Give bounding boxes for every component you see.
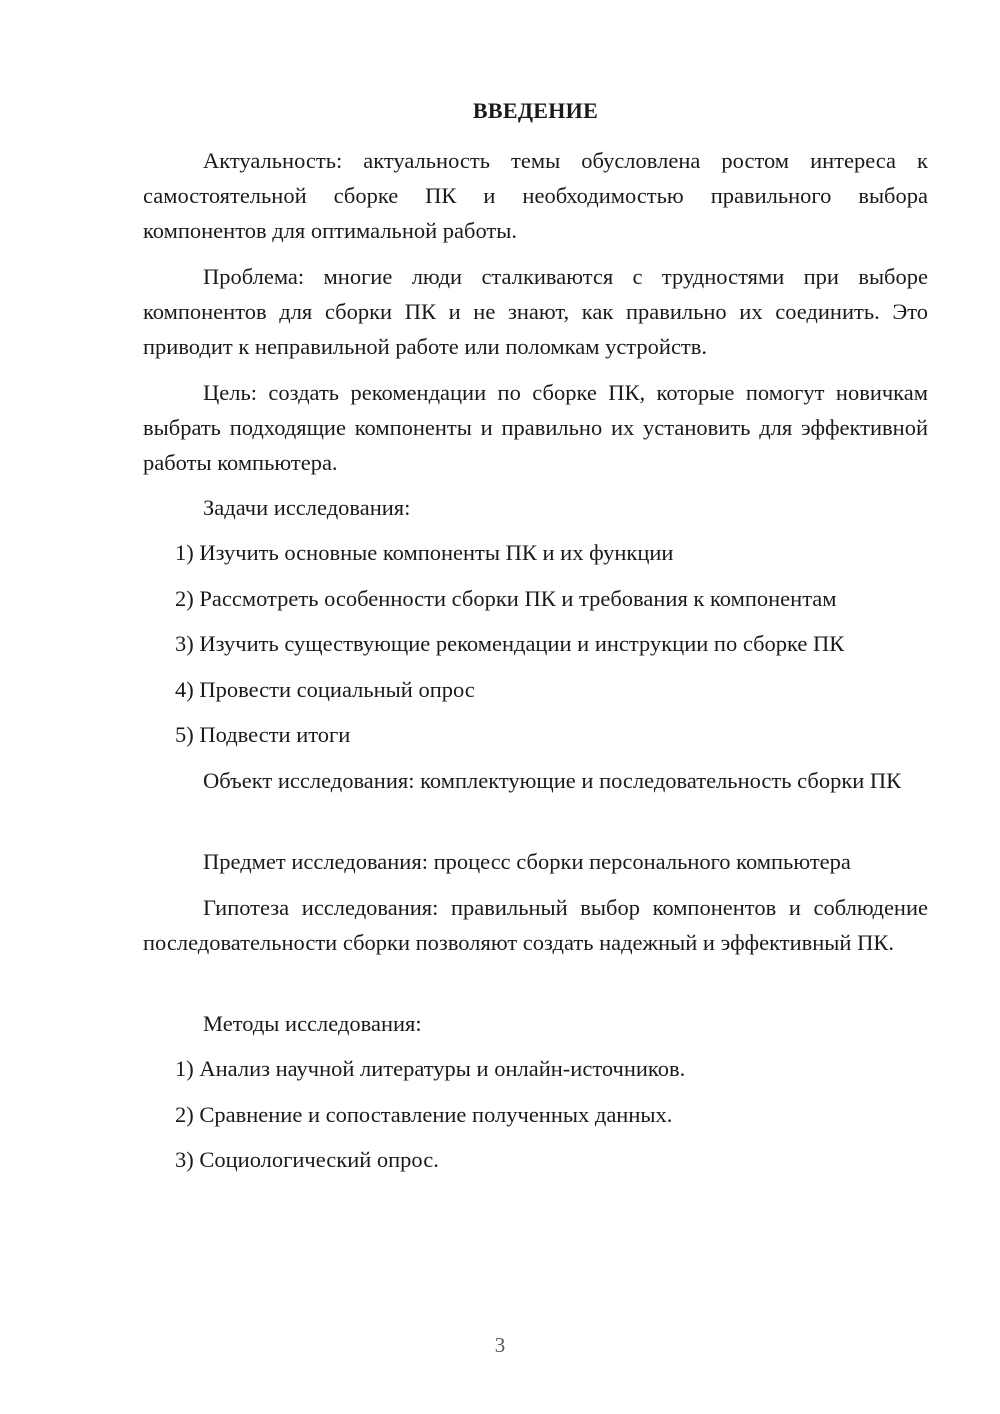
goal-paragraph: Цель: создать рекомендации по сборке ПК, которые помогут новичкам выбрать подходящие компоненты и правильно их установить для эффективной работы компьютера. bbox=[143, 380, 928, 475]
method-item: 3) Социологический опрос. bbox=[175, 1147, 439, 1172]
hypothesis-paragraph: Гипотеза исследования: правильный выбор компонентов и соблюдение последовательности сборки позволяют создать надежный и эффективный ПК. bbox=[143, 895, 928, 955]
tasks-label: Задачи исследования: bbox=[203, 495, 411, 520]
page-title: ВВЕДЕНИЕ bbox=[472, 98, 599, 123]
method-item: 1) Анализ научной литературы и онлайн-источников. bbox=[175, 1056, 686, 1081]
method-item: 2) Сравнение и сопоставление полученных данных. bbox=[175, 1102, 673, 1127]
methods-label: Методы исследования: bbox=[203, 1011, 422, 1036]
task-item: 1) Изучить основные компоненты ПК и их функции bbox=[175, 540, 674, 565]
task-item: 3) Изучить существующие рекомендации и инструкции по сборке ПК bbox=[175, 631, 845, 656]
task-item: 5) Подвести итоги bbox=[175, 722, 351, 747]
relevance-paragraph: Актуальность: актуальность темы обусловлена ростом интереса к самостоятельной сборке ПК и необходимостью правильного выбора компонентов для оптимальной работы. bbox=[143, 148, 928, 243]
task-item: 2) Рассмотреть особенности сборки ПК и требования к компонентам bbox=[175, 586, 837, 611]
problem-paragraph: Проблема: многие люди сталкиваются с трудностями при выборе компонентов для сборки ПК и не знают, как правильно их соединить. Это приводит к неправильной работе или поломкам устройств. bbox=[143, 264, 928, 359]
subject-paragraph: Предмет исследования: процесс сборки персонального компьютера bbox=[203, 849, 851, 874]
object-paragraph: Объект исследования: комплектующие и последовательность сборки ПК bbox=[203, 768, 902, 793]
page-number: 3 bbox=[494, 1333, 506, 1357]
task-item: 4) Провести социальный опрос bbox=[175, 677, 475, 702]
